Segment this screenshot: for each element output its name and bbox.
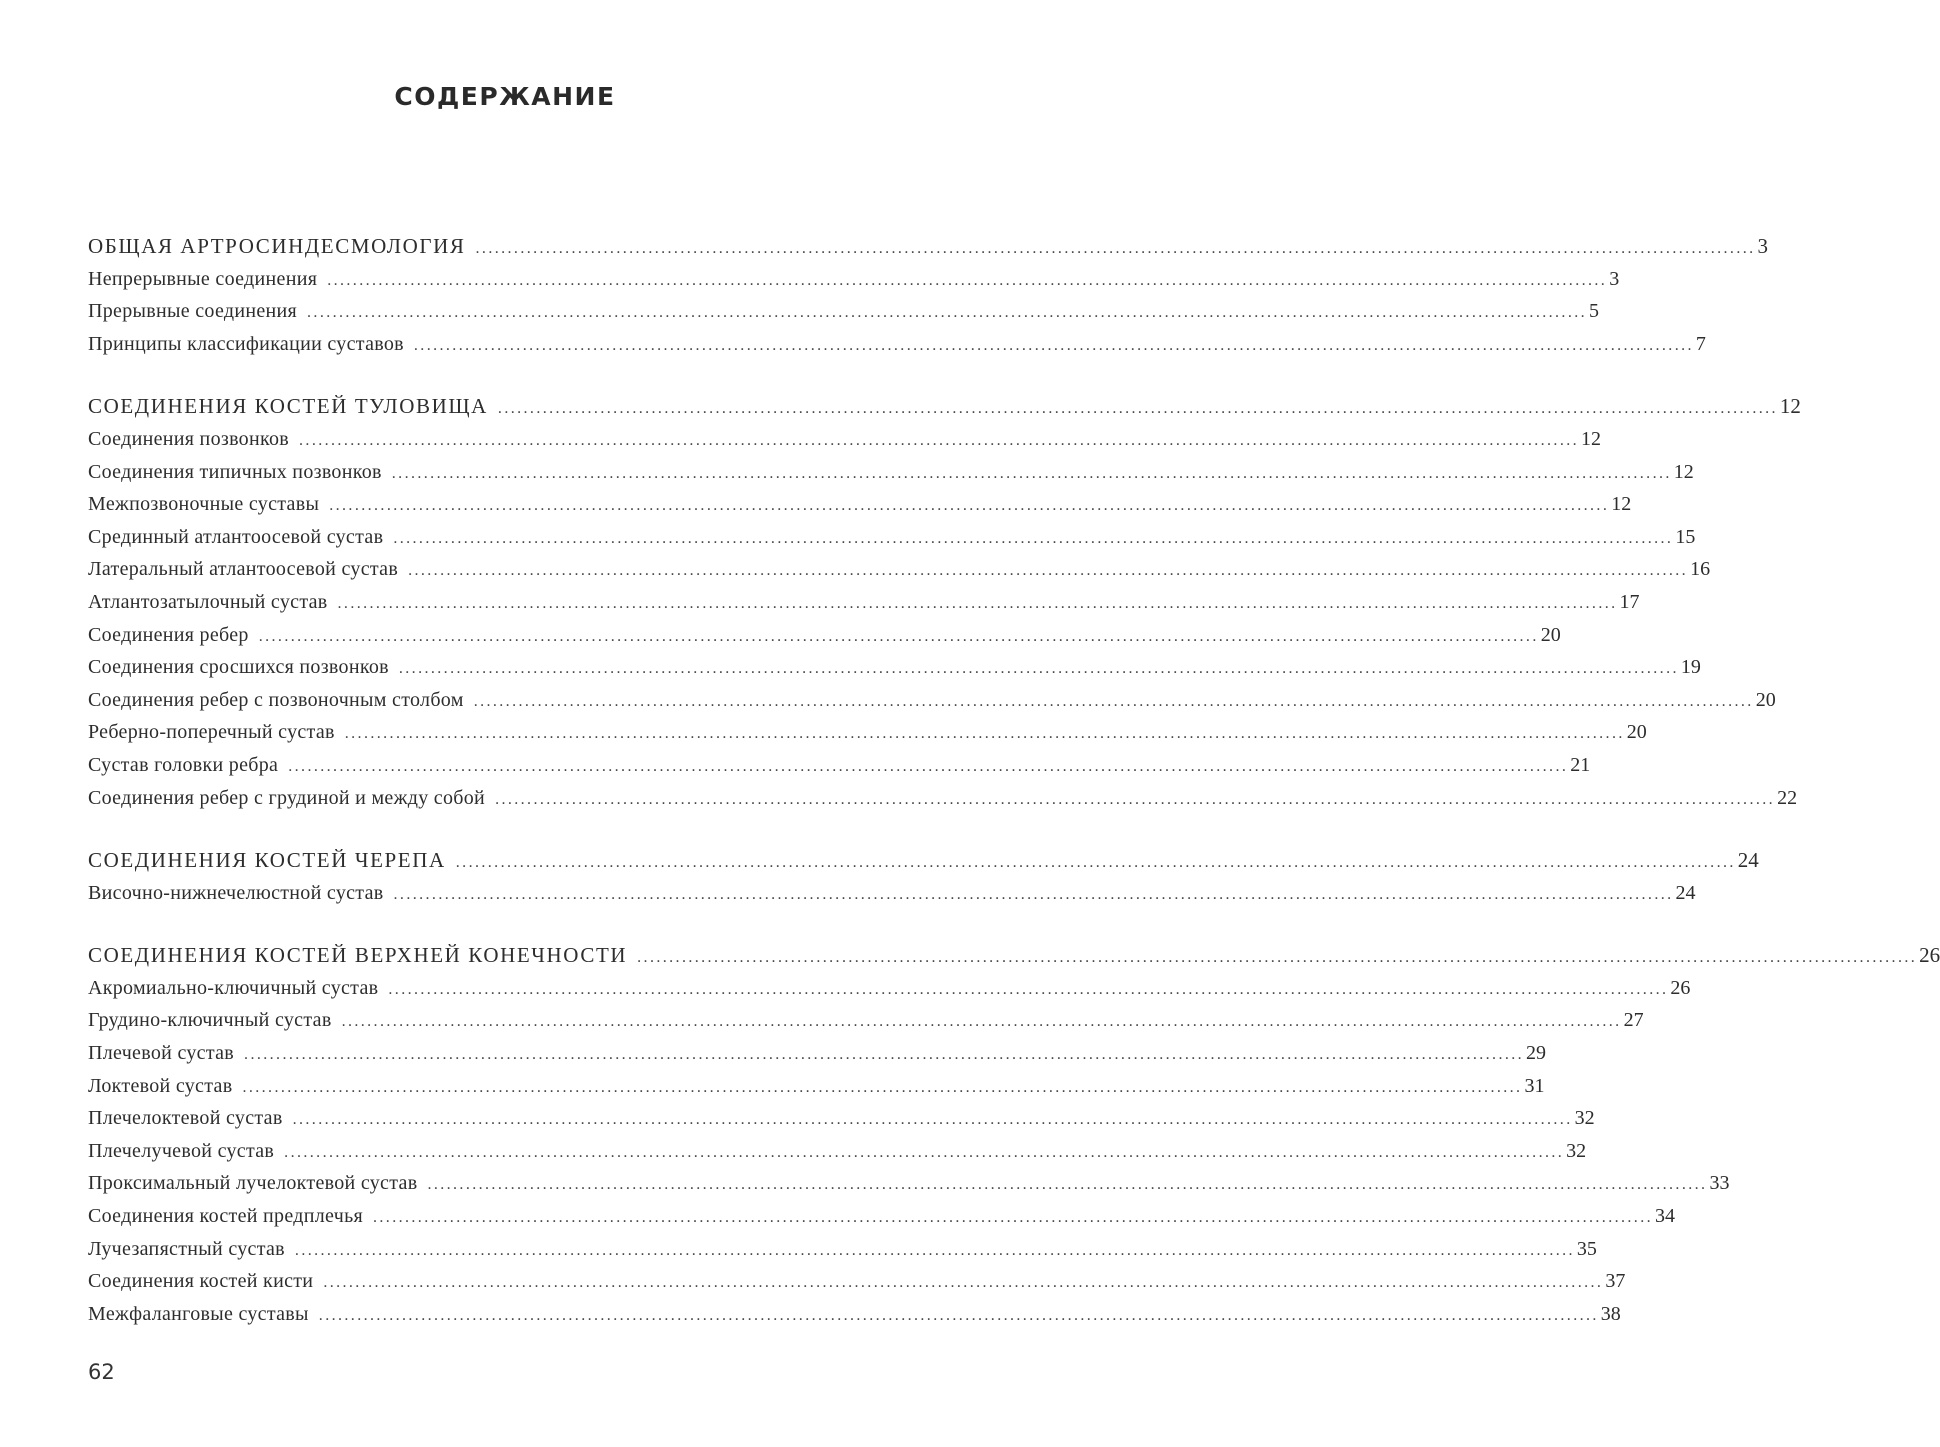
toc-entry-page: 35 bbox=[1576, 1237, 1597, 1260]
toc-entry-label: Лучезапястный сустав bbox=[88, 1237, 285, 1260]
toc-section-heading[interactable] bbox=[88, 230, 1769, 263]
toc-entry-page: 15 bbox=[1675, 525, 1696, 548]
toc-entry-label: Прерывные соединения bbox=[88, 300, 298, 323]
toc-entry-label: Височно-нижнечелюстной сустав bbox=[88, 881, 384, 904]
toc-entry-page: 12 bbox=[1611, 493, 1632, 516]
toc-entry[interactable] bbox=[88, 521, 1696, 554]
toc-entry-page: 37 bbox=[1605, 1270, 1626, 1293]
toc-entry-label: Грудино-ключичный сустав bbox=[88, 1009, 332, 1032]
toc-entry[interactable] bbox=[88, 782, 1798, 815]
toc-entry[interactable] bbox=[88, 1070, 1545, 1103]
toc-entry-page: 20 bbox=[1626, 721, 1647, 744]
toc-entry-label: Соединения типичных позвонков bbox=[88, 460, 382, 483]
toc-entry-label: Межфаланговые суставы bbox=[88, 1302, 309, 1325]
toc-entry-label: Непрерывные соединения bbox=[88, 267, 318, 290]
toc-entry[interactable] bbox=[88, 972, 1691, 1005]
toc-entry[interactable] bbox=[88, 877, 1696, 910]
toc-section bbox=[88, 230, 1769, 360]
toc-entry-page: 19 bbox=[1680, 656, 1701, 679]
dot-leader: ........................................................................................................................................................................................................ bbox=[473, 692, 1754, 710]
dot-leader: ........................................................................................................................................................................................................ bbox=[341, 1013, 1622, 1031]
dot-leader: ........................................................................................................................................................................................................ bbox=[258, 627, 1539, 645]
toc-entry-label: Плечелоктевой сустав bbox=[88, 1107, 283, 1130]
toc-entry[interactable] bbox=[88, 1135, 1587, 1168]
toc-section-heading[interactable] bbox=[88, 939, 1940, 972]
toc-entry-page: 38 bbox=[1600, 1302, 1621, 1325]
dot-leader: ........................................................................................................................................................................................................ bbox=[393, 529, 1674, 547]
toc-entry-label: СОЕДИНЕНИЯ КОСТЕЙ ВЕРХНЕЙ КОНЕЧНОСТИ bbox=[88, 943, 628, 968]
dot-leader: ........................................................................................................................................................................................................ bbox=[294, 1241, 1575, 1259]
toc-entry[interactable] bbox=[88, 1167, 1730, 1200]
dot-leader: ........................................................................................................................................................................................................ bbox=[288, 757, 1569, 775]
dot-leader: ........................................................................................................................................................................................................ bbox=[299, 431, 1580, 449]
toc-entry-label: Латеральный атлантоосевой сустав bbox=[88, 558, 399, 581]
toc-section-heading[interactable] bbox=[88, 844, 1759, 877]
toc-entry-label: Плечевой сустав bbox=[88, 1042, 235, 1065]
dot-leader: ........................................................................................................................................................................................................ bbox=[475, 240, 1756, 257]
toc-entry-page: 21 bbox=[1570, 753, 1591, 776]
dot-leader: ........................................................................................................................................................................................................ bbox=[413, 336, 1694, 354]
dot-leader: ........................................................................................................................................................................................................ bbox=[327, 271, 1608, 289]
toc-entry-page: 12 bbox=[1779, 394, 1801, 419]
toc-entry[interactable] bbox=[88, 749, 1591, 782]
toc-entry[interactable] bbox=[88, 295, 1600, 328]
toc-entry[interactable] bbox=[88, 328, 1706, 361]
page-number: 62 bbox=[88, 1360, 115, 1384]
toc-entry-label: Проксимальный лучелоктевой сустав bbox=[88, 1172, 418, 1195]
toc-entry[interactable] bbox=[88, 488, 1632, 521]
dot-leader: ........................................................................................................................................................................................................ bbox=[427, 1176, 1708, 1194]
toc-entry-page: 5 bbox=[1589, 300, 1600, 323]
toc-entry-page: 34 bbox=[1655, 1205, 1675, 1228]
toc-entry[interactable] bbox=[88, 716, 1647, 749]
toc-entry-page: 17 bbox=[1619, 590, 1640, 613]
dot-leader: ........................................................................................................................................................................................................ bbox=[318, 1306, 1599, 1324]
toc-entry-label: Сустав головки ребра bbox=[88, 753, 279, 776]
dot-leader: ........................................................................................................................................................................................................ bbox=[497, 400, 1778, 418]
dot-leader: ........................................................................................................................................................................................................ bbox=[329, 497, 1610, 515]
toc-entry-page: 32 bbox=[1566, 1139, 1587, 1162]
toc-entry-label: Акромиально-ключичный сустав bbox=[88, 976, 379, 999]
table-of-contents bbox=[88, 230, 1940, 1360]
toc-entry-label: Соединения позвонков bbox=[88, 427, 290, 450]
toc-entry-page: 20 bbox=[1755, 688, 1776, 711]
toc-section bbox=[88, 844, 1759, 909]
dot-leader: ........................................................................................................................................................................................................ bbox=[244, 1046, 1525, 1064]
toc-entry-label: ОБЩАЯ АРТРОСИНДЕСМОЛОГИЯ bbox=[88, 234, 466, 258]
toc-section-heading[interactable] bbox=[88, 390, 1801, 423]
toc-entry-page: 32 bbox=[1574, 1107, 1595, 1130]
dot-leader: ........................................................................................................................................................................................................ bbox=[344, 725, 1625, 743]
dot-leader: ........................................................................................................................................................................................................ bbox=[408, 562, 1689, 580]
toc-entry-label: Соединения костей кисти bbox=[88, 1270, 314, 1293]
toc-entry-label: Принципы классификации суставов bbox=[88, 332, 404, 355]
toc-entry-page: 24 bbox=[1675, 881, 1696, 904]
toc-entry[interactable] bbox=[88, 684, 1776, 717]
dot-leader: ........................................................................................................................................................................................................ bbox=[495, 790, 1776, 808]
toc-entry-page: 26 bbox=[1670, 976, 1691, 999]
toc-section bbox=[88, 390, 1801, 814]
toc-entry-page: 16 bbox=[1690, 558, 1711, 581]
dot-leader: ........................................................................................................................................................................................................ bbox=[398, 660, 1679, 678]
toc-entry-page: 31 bbox=[1524, 1074, 1545, 1097]
toc-entry-page: 7 bbox=[1695, 332, 1706, 355]
toc-entry-page: 33 bbox=[1709, 1172, 1730, 1195]
toc-entry-page: 3 bbox=[1609, 267, 1620, 290]
toc-entry-label: Атлантозатылочный сустав bbox=[88, 590, 328, 613]
toc-entry[interactable] bbox=[88, 1037, 1547, 1070]
toc-entry[interactable] bbox=[88, 1233, 1597, 1266]
toc-entry[interactable] bbox=[88, 1102, 1595, 1135]
toc-entry-label: Реберно-поперечный сустав bbox=[88, 721, 335, 744]
toc-entry-label: Соединения костей предплечья bbox=[88, 1205, 363, 1228]
toc-entry[interactable] bbox=[88, 651, 1701, 684]
toc-entry-page: 27 bbox=[1623, 1009, 1644, 1032]
toc-entry[interactable] bbox=[88, 456, 1694, 489]
dot-leader: ........................................................................................................................................................................................................ bbox=[323, 1274, 1604, 1292]
toc-entry-label: Межпозвоночные суставы bbox=[88, 493, 320, 516]
toc-entry-label: Срединный атлантоосевой сустав bbox=[88, 525, 384, 548]
toc-entry-label: Соединения сросшихся позвонков bbox=[88, 656, 389, 679]
dot-leader: ........................................................................................................................................................................................................ bbox=[307, 304, 1588, 322]
toc-entry[interactable] bbox=[88, 1004, 1644, 1037]
dot-leader: ........................................................................................................................................................................................................ bbox=[242, 1078, 1523, 1096]
toc-entry[interactable] bbox=[88, 1200, 1675, 1233]
toc-entry[interactable] bbox=[88, 1298, 1621, 1331]
dot-leader: ........................................................................................................................................................................................................ bbox=[391, 464, 1672, 482]
toc-entry-label: Соединения ребер с позвоночным столбом bbox=[88, 688, 464, 711]
dot-leader: ........................................................................................................................................................................................................ bbox=[337, 594, 1618, 612]
toc-entry-label: СОЕДИНЕНИЯ КОСТЕЙ ЧЕРЕПА bbox=[88, 848, 446, 873]
toc-entry-page: 29 bbox=[1526, 1042, 1547, 1065]
dot-leader: ........................................................................................................................................................................................................ bbox=[292, 1111, 1573, 1129]
toc-entry[interactable] bbox=[88, 1265, 1626, 1298]
toc-entry[interactable] bbox=[88, 619, 1561, 652]
dot-leader: ........................................................................................................................................................................................................ bbox=[455, 854, 1736, 872]
toc-entry-page: 26 bbox=[1919, 943, 1940, 968]
toc-entry-label: Плечелучевой сустав bbox=[88, 1139, 275, 1162]
toc-entry[interactable] bbox=[88, 553, 1711, 586]
page-title: СОДЕРЖАНИЕ bbox=[394, 82, 616, 111]
dot-leader: ........................................................................................................................................................................................................ bbox=[393, 885, 1674, 903]
toc-entry-label: Соединения ребер с грудиной и между собой bbox=[88, 786, 486, 809]
toc-entry-label: Локтевой сустав bbox=[88, 1074, 233, 1097]
toc-entry-page: 24 bbox=[1737, 848, 1759, 873]
toc-section bbox=[88, 939, 1940, 1330]
toc-entry[interactable] bbox=[88, 263, 1620, 296]
toc-entry-page: 22 bbox=[1777, 786, 1798, 809]
toc-entry[interactable] bbox=[88, 423, 1602, 456]
toc-entry-page: 12 bbox=[1673, 460, 1694, 483]
toc-entry-page: 12 bbox=[1581, 427, 1602, 450]
dot-leader: ........................................................................................................................................................................................................ bbox=[373, 1209, 1653, 1227]
toc-entry-label: Соединения ребер bbox=[88, 623, 249, 646]
dot-leader: ........................................................................................................................................................................................................ bbox=[388, 980, 1669, 998]
toc-entry-page: 20 bbox=[1540, 623, 1561, 646]
dot-leader: ........................................................................................................................................................................................................ bbox=[284, 1143, 1565, 1161]
toc-entry-page: 3 bbox=[1757, 234, 1769, 258]
dot-leader: ........................................................................................................................................................................................................ bbox=[637, 949, 1918, 967]
toc-entry[interactable] bbox=[88, 586, 1640, 619]
toc-entry-label: СОЕДИНЕНИЯ КОСТЕЙ ТУЛОВИЩА bbox=[88, 394, 488, 419]
